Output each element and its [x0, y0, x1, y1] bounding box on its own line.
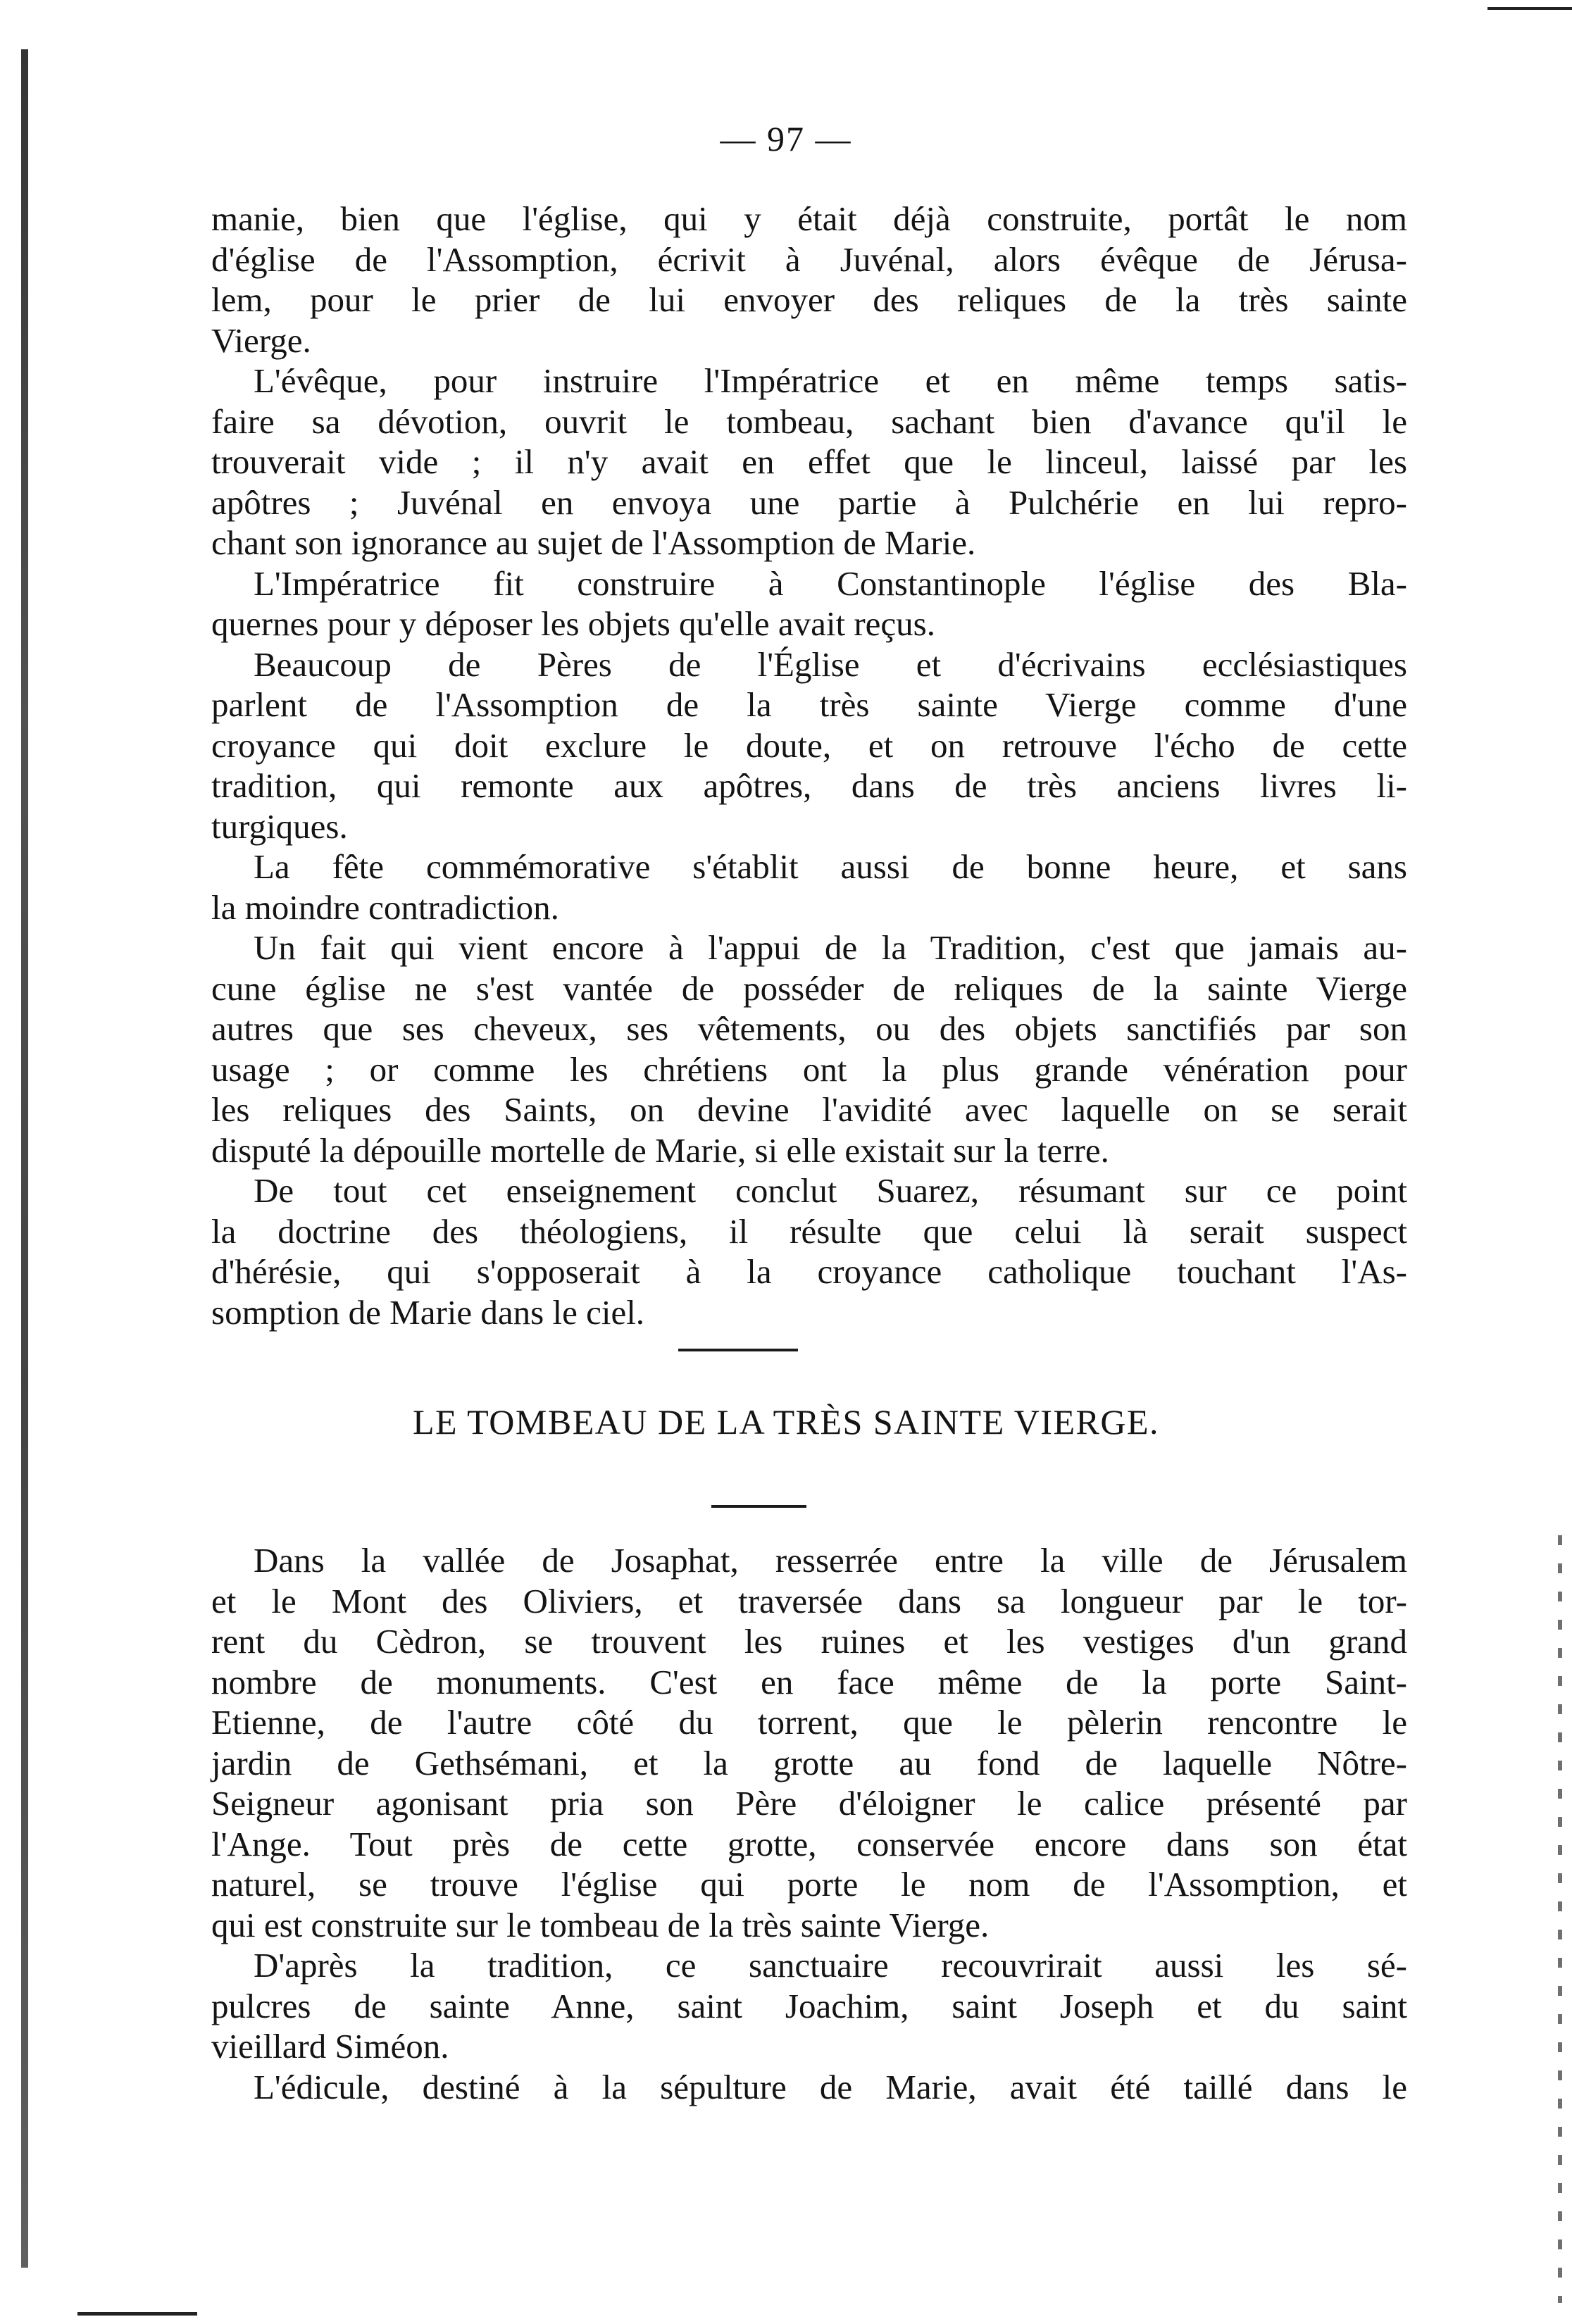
- text-line: lem, pour le prier de lui envoyer des reliques de la très sainte: [211, 280, 1407, 319]
- text-line: la doctrine des théologiens, il résulte que celui là serait suspect: [211, 1211, 1407, 1251]
- paragraph: [211, 927, 1407, 1170]
- text-line: La fête commémorative s'établit aussi de bonne heure, et sans: [254, 847, 1407, 886]
- paragraph: [211, 846, 1407, 927]
- text-line: cune église ne s'est vantée de posséder de reliques de la sainte Vierge: [211, 968, 1407, 1008]
- text-line: tradition, qui remonte aux apôtres, dans de très anciens livres li-: [211, 766, 1407, 805]
- text-line: manie, bien que l'église, qui y était déjà construite, portât le nom: [211, 199, 1407, 238]
- text-line: l'Ange. Tout près de cette grotte, conservée encore dans son état: [211, 1824, 1407, 1863]
- text-line: L'édicule, destiné à la sépulture de Marie, avait été taillé dans le: [254, 2067, 1407, 2106]
- paragraph: [211, 1170, 1407, 1332]
- text-line: pulcres de sainte Anne, saint Joachim, saint Joseph et du saint: [211, 1986, 1407, 2025]
- scan-edge-bottom: [77, 2312, 197, 2316]
- text-line: turgiques.: [211, 806, 348, 846]
- text-line: somption de Marie dans le ciel.: [211, 1292, 645, 1332]
- scan-edge-top: [1487, 7, 1572, 10]
- paragraph: [211, 361, 1407, 563]
- text-line: Dans la vallée de Josaphat, resserrée entre la ville de Jérusalem: [254, 1541, 1407, 1580]
- scan-edge-right: [1558, 1535, 1562, 2303]
- text-line: rent du Cèdron, se trouvent les ruines et les vestiges d'un grand: [211, 1622, 1407, 1661]
- text-line: naturel, se trouve l'église qui porte le nom de l'Assomption, et: [211, 1865, 1407, 1904]
- paragraph: [211, 1945, 1407, 2067]
- body-text-bottom: [211, 1540, 1407, 2107]
- text-line: parlent de l'Assomption de la très sainte Vierge comme d'une: [211, 685, 1407, 724]
- text-line: vieillard Siméon.: [211, 2027, 449, 2066]
- section-heading: LE TOMBEAU DE LA TRÈS SAINTE VIERGE.: [412, 1402, 1160, 1442]
- text-line: chant son ignorance au sujet de l'Assomption de Marie.: [211, 523, 976, 562]
- text-line: nombre de monuments. C'est en face même de la porte Saint-: [211, 1662, 1407, 1701]
- text-line: qui est construite sur le tombeau de la très sainte Vierge.: [211, 1905, 990, 1944]
- text-line: Vierge.: [211, 320, 311, 360]
- section-divider-top: [678, 1349, 798, 1351]
- scan-edge-left: [21, 49, 28, 2268]
- paragraph: [211, 199, 1407, 361]
- text-line: et le Mont des Oliviers, et traversée dans sa longueur par le tor-: [211, 1581, 1407, 1620]
- text-line: De tout cet enseignement conclut Suarez, résumant sur ce point: [254, 1171, 1407, 1210]
- text-line: apôtres ; Juvénal en envoya une partie à Pulchérie en lui repro-: [211, 482, 1407, 522]
- text-line: L'Impératrice fit construire à Constantinople l'église des Bla-: [254, 563, 1407, 603]
- text-line: Etienne, de l'autre côté du torrent, que le pèlerin rencontre le: [211, 1703, 1407, 1742]
- section-divider-bottom: [711, 1505, 806, 1508]
- text-line: quernes pour y déposer les objets qu'elle avait reçus.: [211, 604, 935, 643]
- text-line: trouverait vide ; il n'y avait en effet que le linceul, laissé par les: [211, 442, 1407, 481]
- paragraph: [211, 563, 1407, 644]
- text-line: Un fait qui vient encore à l'appui de la Tradition, c'est que jamais au-: [254, 928, 1407, 967]
- text-line: d'hérésie, qui s'opposerait à la croyance catholique touchant l'As-: [211, 1252, 1407, 1291]
- text-line: D'après la tradition, ce sanctuaire recouvrirait aussi les sé-: [254, 1946, 1407, 1985]
- paragraph: [211, 644, 1407, 847]
- text-line: jardin de Gethsémani, et la grotte au fond de laquelle Nôtre-: [211, 1743, 1407, 1782]
- text-line: autres que ses cheveux, ses vêtements, ou des objets sanctifiés par son: [211, 1009, 1407, 1048]
- text-line: faire sa dévotion, ouvrit le tombeau, sachant bien d'avance qu'il le: [211, 401, 1407, 441]
- text-line: croyance qui doit exclure le doute, et on retrouve l'écho de cette: [211, 725, 1407, 765]
- paragraph: [211, 2067, 1407, 2108]
- text-line: la moindre contradiction.: [211, 887, 559, 927]
- page-number: — 97 —: [720, 119, 852, 158]
- text-line: Seigneur agonisant pria son Père d'éloigner le calice présenté par: [211, 1784, 1407, 1823]
- paragraph: [211, 1540, 1407, 1945]
- text-line: usage ; or comme les chrétiens ont la plus grande vénération pour: [211, 1049, 1407, 1089]
- text-line: L'évêque, pour instruire l'Impératrice et en même temps satis-: [254, 361, 1407, 400]
- text-line: les reliques des Saints, on devine l'avidité avec laquelle on se serait: [211, 1090, 1407, 1129]
- text-line: Beaucoup de Pères de l'Église et d'écrivains ecclésiastiques: [254, 644, 1407, 684]
- body-text-top: [211, 199, 1407, 1332]
- text-line: d'église de l'Assomption, écrivit à Juvénal, alors évêque de Jérusa-: [211, 239, 1407, 279]
- text-line: disputé la dépouille mortelle de Marie, si elle existait sur la terre.: [211, 1130, 1109, 1170]
